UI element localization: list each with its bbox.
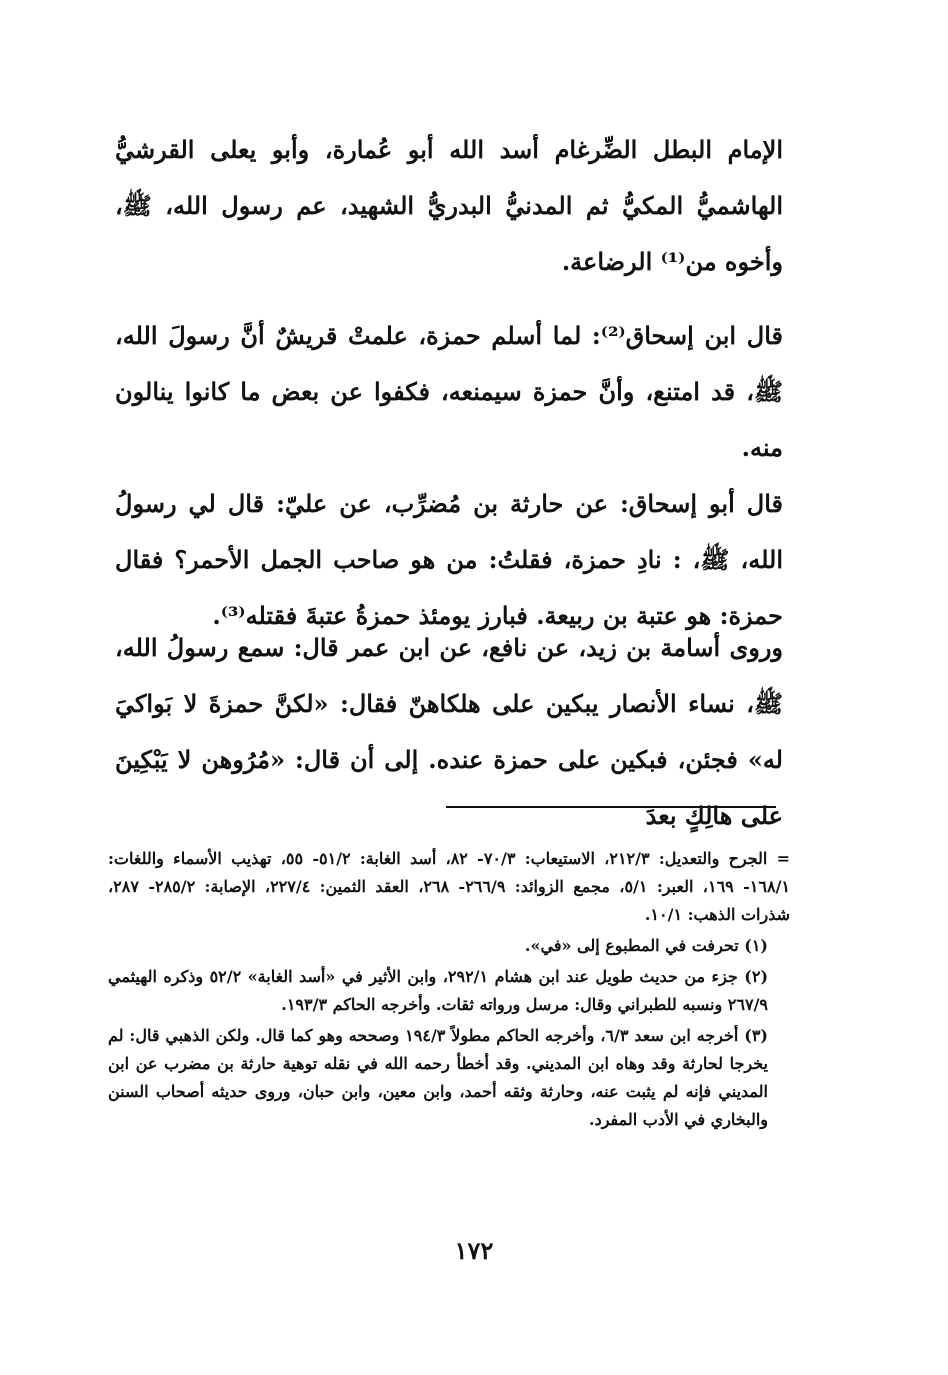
paragraph-ibn-ishaq [115,308,783,644]
paragraph-biography-intro [115,122,783,290]
footnotes [108,845,790,1137]
paragraph-text: قال أبو إسحاق: عن حارثة بن مُضرِّب، عن عليّ: قال لي رسولُ الله، ﷺ، : نادِ حمزة، فقلتُ: من هو صاحب الجمل الأحمر؟ فقال حمزة: هو عتبة بن ربيعة. فبارز يومئذ حمزةُ عتبةَ فقتله⁽³⁾. [115,489,783,630]
paragraph-text: وروى أسامة بن زيد، عن نافع، عن ابن عمر قال: سمع رسولُ الله، ﷺ، نساء الأنصار يبكين على هلكاهنّ فقال: «لكنَّ حمزةَ لا بَواكيَ له» فجئن، فبكين على حمزة عنده. إلى أن قال: «مُرُوهن لا يَبْكِينَ على هالِكٍ بعدَ [115,633,783,830]
page-number: ١٧٢ [454,1236,494,1265]
footnote-3: (٣) أخرجه ابن سعد ٦/٣، وأخرجه الحاكم مطولاً ١٩٤/٣ وصححه وهو كما قال. ولكن الذهبي قال: لم يخرجا لحارثة وقد وهاه ابن المديني. وقد أخطأ رحمه الله في نقله توهية حارثة بن مضرب عن ابن المديني فإنه لم يثبت عنه، وحارثة وثقه أحمد، وابن معين، وابن حبان، وروى حديثه أصحاب السنن والبخاري في الأدب المفرد. [108,1026,769,1129]
paragraph-text: قال ابن إسحاق⁽²⁾: لما أسلم حمزة، علمتْ قريشٌ أنَّ رسولَ الله، ﷺ، قد امتنع، وأنَّ حمزة سيمنعه، فكفوا عن بعض ما كانوا ينالون منه. [115,321,783,462]
paragraph-text: الإمام البطل الضِّرغام أسد الله أبو عُمارة، وأبو يعلى القرشيُّ الهاشميُّ المكيُّ ثم المدنيُّ البدريُّ الشهيد، عم رسول الله، ﷺ، وأخوه من⁽¹⁾ الرضاعة. [115,135,783,276]
footnote-continuation: = الجرح والتعديل: ٢١٢/٣، الاستيعاب: ٧٠/٣- ٨٢، أسد الغابة: ٥١/٢- ٥٥، تهذيب الأسماء واللغات: ١٦٨/١- ١٦٩، العبر: ٥/١، مجمع الزوائد: ٢٦٦/٩- ٢٦٨، العقد الثمين: ٢٢٧/٤، الإصابة: ٢٨٥/٢- ٢٨٧، شذرات الذهب: ١٠/١. [108,849,791,924]
footnote-separator [446,806,776,808]
paragraph-usama-narration [115,620,783,844]
footnote-2: (٢) جزء من حديث طويل عند ابن هشام ٢٩٢/١، وابن الأثير في «أسد الغابة» ٥٢/٢ وذكره الهيثمي ٢٦٧/٩ ونسبه للطبراني وقال: مرسل ورواته ثقات. وأخرجه الحاكم ١٩٣/٣. [108,967,769,1014]
footnote-1: (١) تحرفت في المطبوع إلى «في». [524,936,768,955]
